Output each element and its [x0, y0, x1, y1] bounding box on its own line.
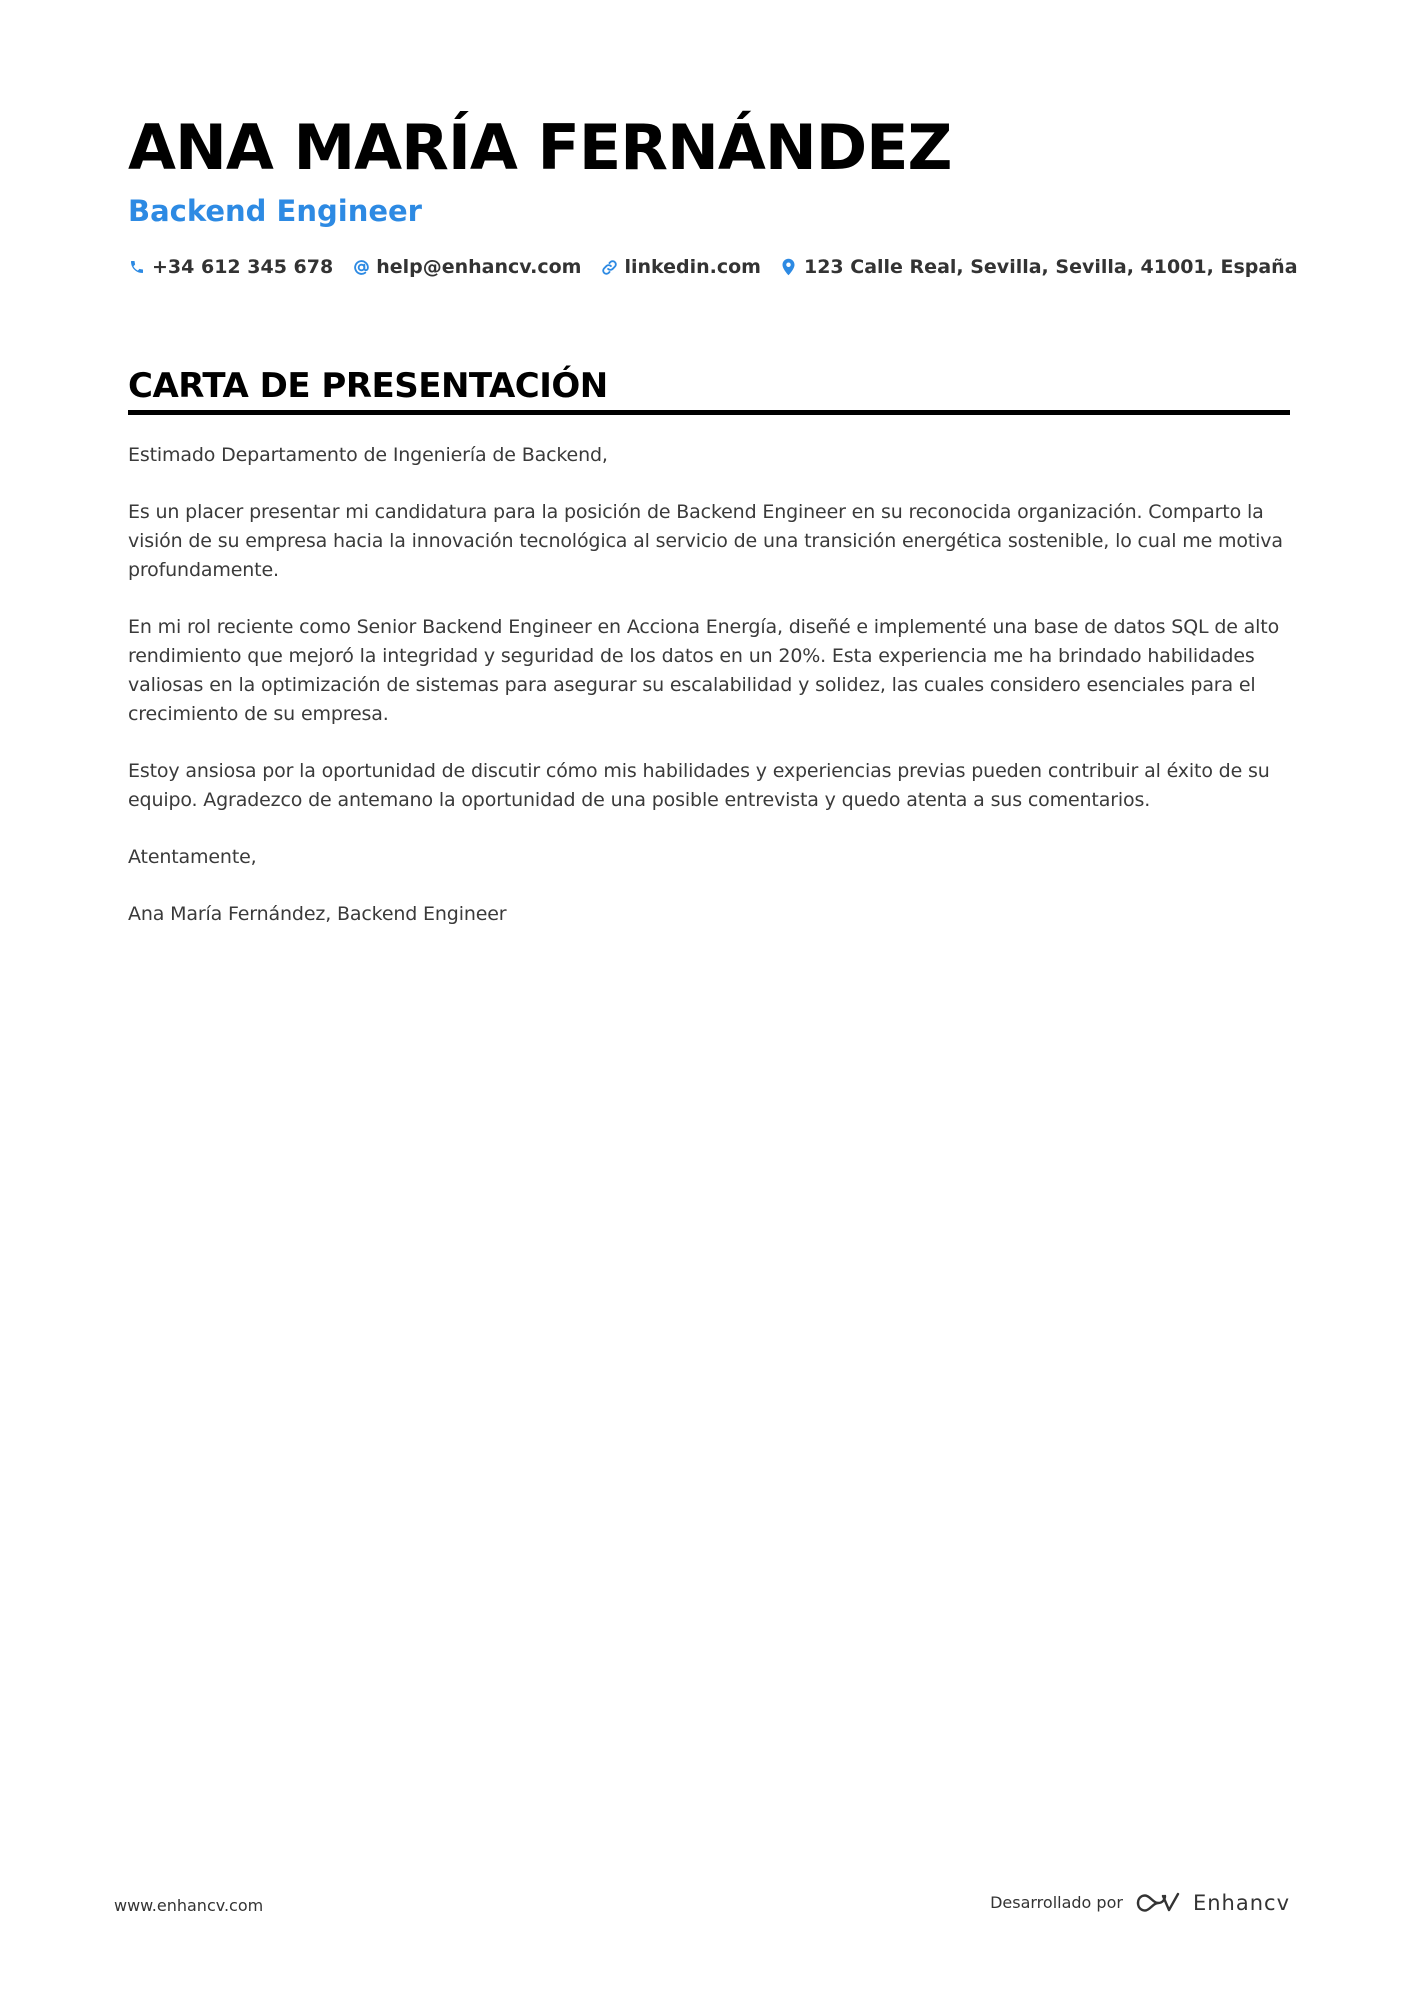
contact-linkedin[interactable] — [600, 253, 761, 281]
at-icon — [352, 257, 370, 277]
contact-linkedin-text: linkedin.com — [624, 256, 761, 278]
candidate-name: ANA MARÍA FERNÁNDEZ — [128, 111, 952, 184]
powered-by-label: Desarrollado por — [990, 1893, 1123, 1912]
location-pin-icon — [780, 257, 798, 277]
footer-website-link[interactable]: www.enhancv.com — [114, 1896, 264, 1915]
letter-salutation: Estimado Departamento de Ingeniería de Backend, — [128, 444, 608, 466]
section-divider — [128, 410, 1290, 415]
job-title: Backend Engineer — [128, 194, 422, 228]
contact-email[interactable] — [352, 253, 581, 281]
enhancv-logo-icon — [1135, 1890, 1181, 1916]
letter-closing: Atentamente, — [128, 846, 257, 868]
letter-body — [128, 441, 1290, 957]
contact-address — [780, 253, 1298, 281]
contact-address-text: 123 Calle Real, Sevilla, Sevilla, 41001, España — [803, 256, 1298, 278]
letter-paragraph: En mi rol reciente como Senior Backend Engineer en Acciona Energía, diseñé e implementé una base de datos SQL de alto rendimiento que mejoró la integridad y seguridad de los datos en un 20%. Esta experiencia me ha brindado habilidades valiosas en la optimización de sistemas para asegurar su escalabilidad y solidez, las cuales considero esenciales para el crecimiento de su empresa. — [128, 616, 1280, 725]
contact-phone[interactable] — [128, 253, 333, 281]
contact-phone-text: +34 612 345 678 — [152, 256, 334, 278]
phone-icon — [128, 257, 146, 277]
contact-bar — [128, 253, 1317, 281]
brand-name: Enhancv — [1192, 1891, 1290, 1915]
section-title: CARTA DE PRESENTACIÓN — [128, 366, 608, 406]
contact-email-text: help@enhancv.com — [376, 256, 582, 278]
letter-signature: Ana María Fernández, Backend Engineer — [128, 903, 507, 925]
letter-paragraph: Estoy ansiosa por la oportunidad de discutir cómo mis habilidades y experiencias previas pueden contribuir al éxito de su equipo. Agradezco de antemano la oportunidad de una posible entrevista y quedo atenta a sus comentarios. — [128, 760, 1270, 811]
letter-paragraph: Es un placer presentar mi candidatura para la posición de Backend Engineer en su reconocida organización. Comparto la visión de su empresa hacia la innovación tecnológica al servicio de una transición energética sostenible, lo cual me motiva profundamente. — [128, 501, 1283, 581]
link-icon — [600, 257, 618, 277]
footer-brand[interactable] — [990, 1890, 1290, 1916]
